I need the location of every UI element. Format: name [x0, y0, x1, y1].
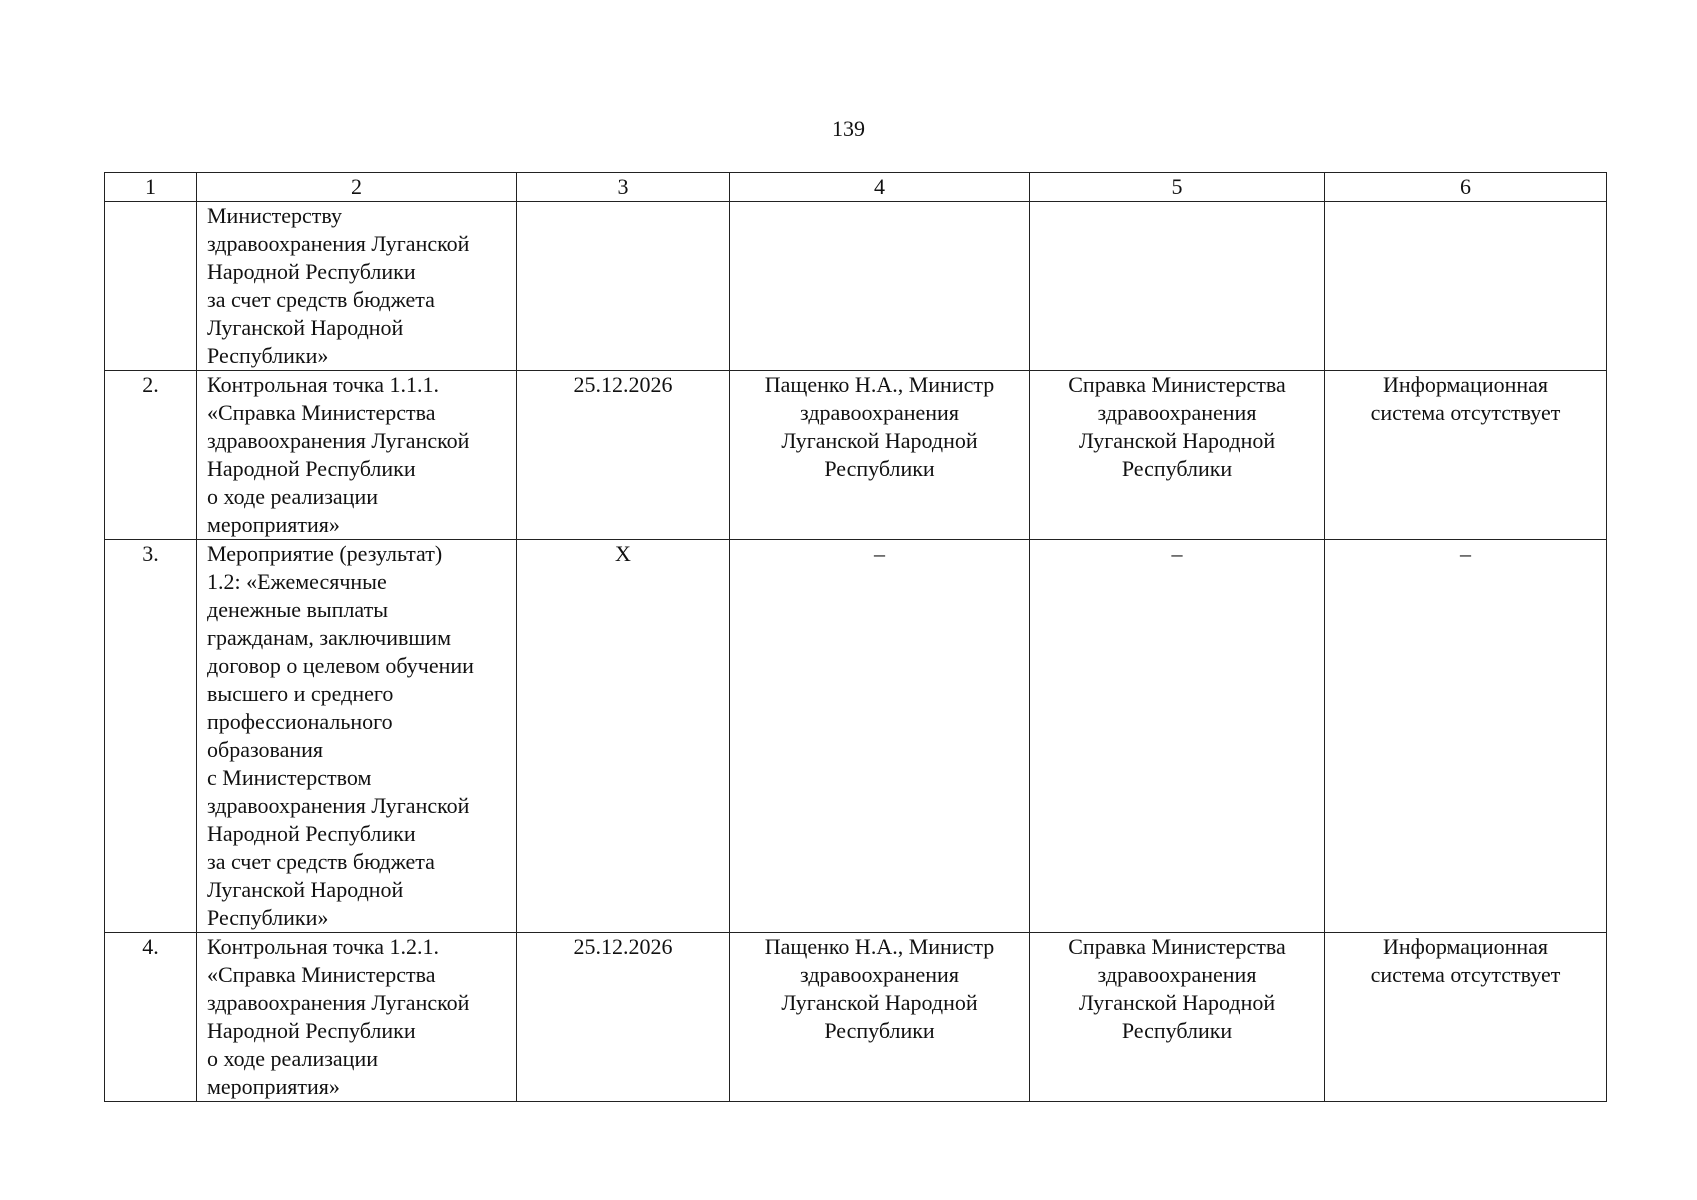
responsible-cell — [730, 202, 1030, 371]
cell-text-line: Мероприятие (результат) — [207, 541, 443, 566]
cell-text-line: мероприятия» — [207, 512, 340, 537]
cell-text-line: здравоохранения Луганской — [207, 793, 470, 818]
info-system-cell — [1325, 540, 1607, 933]
date-cell: 25.12.2026 — [517, 933, 730, 1102]
info-system-cell — [1325, 371, 1607, 540]
document-cell — [1030, 371, 1325, 540]
cell-text-line: Республики — [824, 456, 935, 481]
cell-text-line: – — [1460, 541, 1471, 566]
row-number-cell: 4. — [105, 933, 197, 1102]
cell-text-line: о ходе реализации — [207, 484, 379, 509]
cell-text-line: Пащенко Н.А., Министр — [764, 934, 995, 959]
cell-text-line: Контрольная точка 1.2.1. — [207, 934, 440, 959]
cell-text-line: профессионального — [207, 709, 393, 734]
info-system-cell — [1325, 202, 1607, 371]
column-header: 4 — [730, 173, 1030, 202]
date-cell: Х — [517, 540, 730, 933]
cell-text-line: Луганской Народной — [1078, 428, 1276, 453]
cell-text-line: Контрольная точка 1.1.1. — [207, 372, 440, 397]
row-number-cell: 2. — [105, 371, 197, 540]
cell-text-line: Народной Республики — [207, 259, 416, 284]
cell-text-line: Народной Республики — [207, 456, 416, 481]
page-number: 139 — [832, 116, 865, 141]
responsible-cell — [730, 371, 1030, 540]
event-cell — [197, 371, 517, 540]
table-row — [105, 540, 1607, 933]
event-cell — [197, 933, 517, 1102]
cell-text-line: Республики — [1121, 1018, 1233, 1043]
cell-text-line: договор о целевом обучении — [207, 653, 474, 678]
row-number-cell — [105, 202, 197, 371]
row-number-cell: 3. — [105, 540, 197, 933]
column-header: 3 — [517, 173, 730, 202]
cell-text-line: здравоохранения — [1097, 962, 1257, 987]
responsible-cell — [730, 540, 1030, 933]
date-cell — [517, 202, 730, 371]
column-header: 6 — [1325, 173, 1607, 202]
document-cell — [1030, 933, 1325, 1102]
date-cell: 25.12.2026 — [517, 371, 730, 540]
cell-text-line: гражданам, заключившим — [207, 625, 451, 650]
cell-text-line: высшего и среднего — [207, 681, 394, 706]
cell-text-line: – — [874, 541, 885, 566]
info-system-cell — [1325, 933, 1607, 1102]
cell-text-line: – — [1171, 541, 1183, 566]
column-header: 1 — [105, 173, 197, 202]
cell-text-line: за счет средств бюджета — [207, 287, 435, 312]
cell-text-line: Народной Республики — [207, 1018, 416, 1043]
document-cell — [1030, 202, 1325, 371]
cell-text-line: Республики» — [207, 343, 329, 368]
document-cell — [1030, 540, 1325, 933]
cell-text-line: 1.2: «Ежемесячные — [207, 569, 387, 594]
cell-text-line: система отсутствует — [1370, 400, 1561, 425]
cell-text-line: Справка Министерства — [1068, 934, 1286, 959]
cell-text-line: «Справка Министерства — [207, 962, 436, 987]
responsible-cell — [730, 933, 1030, 1102]
cell-text-line: здравоохранения — [1097, 400, 1257, 425]
cell-text-line: с Министерством — [207, 765, 372, 790]
cell-text-line: Луганской Народной — [207, 877, 404, 902]
cell-text-line: Информационная — [1382, 934, 1549, 959]
table-row — [105, 202, 1607, 371]
cell-text-line: Республики — [824, 1018, 935, 1043]
cell-text-line: Луганской Народной — [207, 315, 404, 340]
table-header-row — [105, 173, 1607, 202]
cell-text-line: мероприятия» — [207, 1074, 340, 1099]
cell-text-line: Пащенко Н.А., Министр — [764, 372, 995, 397]
cell-text-line: здравоохранения Луганской — [207, 231, 470, 256]
cell-text-line: денежные выплаты — [207, 597, 389, 622]
cell-text-line: здравоохранения — [800, 400, 959, 425]
cell-text-line: «Справка Министерства — [207, 400, 436, 425]
cell-text-line: Министерству — [207, 203, 343, 228]
cell-text-line: Справка Министерства — [1068, 372, 1286, 397]
cell-text-line: Народной Республики — [207, 821, 416, 846]
cell-text-line: здравоохранения Луганской — [207, 990, 470, 1015]
cell-text-line: Луганской Народной — [781, 428, 978, 453]
cell-text-line: здравоохранения — [800, 962, 959, 987]
cell-text-line: Республики» — [207, 905, 329, 930]
table-row — [105, 933, 1607, 1102]
cell-text-line: за счет средств бюджета — [207, 849, 435, 874]
event-cell — [197, 202, 517, 371]
table-body — [105, 202, 1607, 1102]
table-row — [105, 371, 1607, 540]
cell-text-line: здравоохранения Луганской — [207, 428, 470, 453]
cell-text-line: о ходе реализации — [207, 1046, 379, 1071]
cell-text-line: Луганской Народной — [1078, 990, 1276, 1015]
column-header: 5 — [1030, 173, 1325, 202]
document-table — [104, 172, 1607, 1102]
cell-text-line: система отсутствует — [1370, 962, 1561, 987]
cell-text-line: Луганской Народной — [781, 990, 978, 1015]
cell-text-line: Республики — [1121, 456, 1233, 481]
event-cell — [197, 540, 517, 933]
column-header: 2 — [197, 173, 517, 202]
cell-text-line: образования — [207, 737, 324, 762]
cell-text-line: Информационная — [1382, 372, 1549, 397]
